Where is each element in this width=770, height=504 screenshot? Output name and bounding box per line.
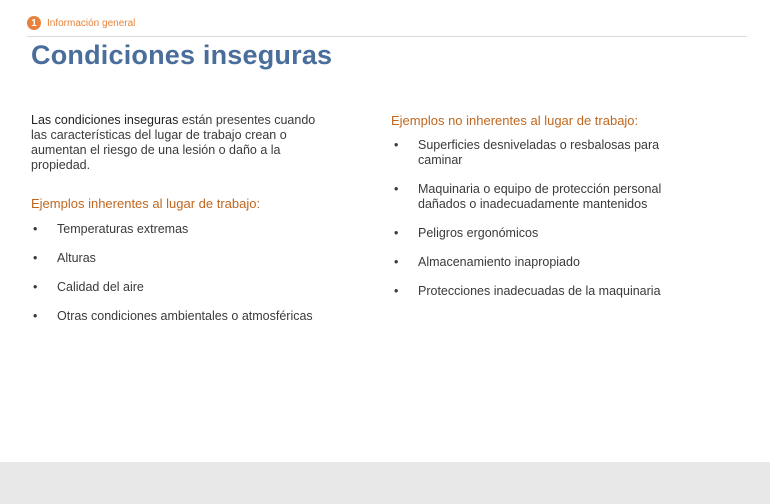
intro-rest: están presentes cuando las características del lugar de trabajo crean o aumentan el riesgo de una lesión o daño a la propiedad.	[31, 113, 316, 172]
breadcrumb-label[interactable]: Información general	[47, 17, 136, 29]
list-item: • Alturas	[31, 251, 351, 266]
page-title: Condiciones inseguras	[31, 40, 333, 70]
footer-bar	[0, 462, 770, 504]
inherent-examples-list	[31, 222, 351, 338]
list-item: • Almacenamiento inapropiado	[392, 255, 692, 270]
step-badge: 1	[27, 16, 41, 30]
list-item: • Superficies desniveladas o resbalosas para caminar	[392, 138, 692, 168]
intro-paragraph	[31, 113, 331, 173]
list-item: • Temperaturas extremas	[31, 222, 351, 237]
intro-lead: Las condiciones inseguras	[31, 113, 179, 127]
list-item: • Peligros ergonómicos	[392, 226, 692, 241]
breadcrumb	[27, 14, 135, 32]
list-item: • Protecciones inadecuadas de la maquinaria	[392, 284, 692, 299]
non-inherent-examples-heading: Ejemplos no inherentes al lugar de trabajo:	[391, 113, 639, 128]
list-item: • Calidad del aire	[31, 280, 351, 295]
header-divider	[27, 36, 747, 37]
inherent-examples-heading: Ejemplos inherentes al lugar de trabajo:	[31, 196, 261, 211]
non-inherent-examples-list	[392, 138, 692, 299]
list-item: • Maquinaria o equipo de protección personal dañados o inadecuadamente mantenidos	[392, 182, 692, 212]
list-item: • Otras condiciones ambientales o atmosféricas	[31, 309, 351, 324]
